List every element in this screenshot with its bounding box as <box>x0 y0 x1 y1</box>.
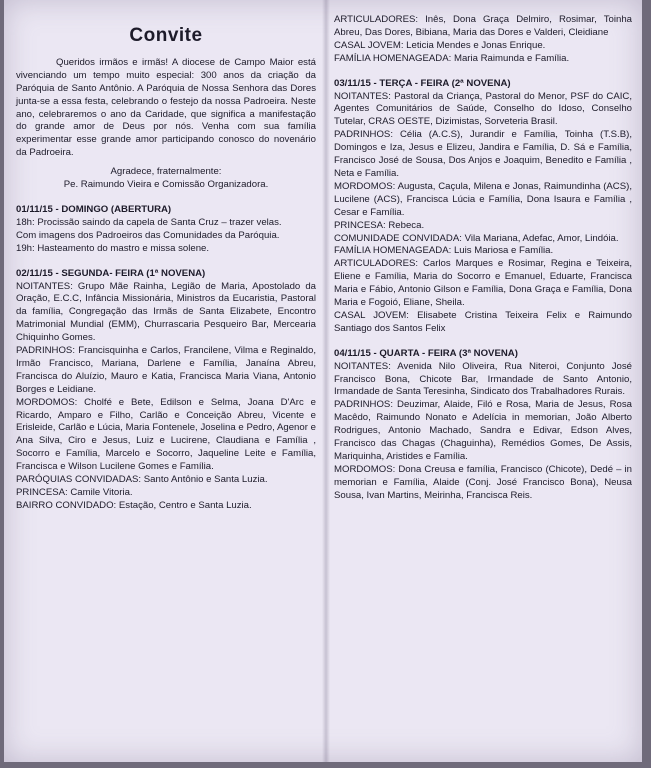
day4-padrinhos: PADRINHOS: Deuzimar, Alaide, Filó e Rosa, Maria de Jesus, Rosa Macêdo, Raimundo Nonato e Adelícia in memorian, João Alberto Rodrigues, Antonio Machado, Sandra e Edivar, Edson Alves, Francisco das Chagas (Chaguinha), Remédios Gomes, De Assis, Mariquinha, Aristides e Família. <box>334 399 632 462</box>
signature-line: Pe. Raimundo Vieira e Comissão Organizadora. <box>63 179 269 191</box>
left-column <box>16 0 316 513</box>
familia-homenageada-top: FAMÍLIA HOMENAGEADA: Maria Raimunda e Família. <box>334 52 570 64</box>
invitation-page <box>4 0 642 762</box>
day3-princesa: PRINCESA: Rebeca. <box>334 219 425 231</box>
day2-bairro: BAIRRO CONVIDADO: Estação, Centro e Santa Luzia. <box>16 499 252 511</box>
casal-jovem-top: CASAL JOVEM: Leticia Mendes e Jonas Enrique. <box>334 39 546 51</box>
day3-noitantes: NOITANTES: Pastoral da Criança, Pastoral do Menor, PSF do CAIC, Agentes Comunitários de Saúde, Conselho do Idoso, Conselho Tutelar, CRAS OESTE, Dizimistas, Sorveteria Brasil. <box>334 90 632 128</box>
day2-noitantes: NOITANTES: Grupo Mãe Rainha, Legião de Maria, Apostolado da Oração, E.C.C, Infância Missionária, Ministros da Eucaristia, Pastoral da família, Congregação das Irmãs de Santa Elizabete, Encontro Matrimonial Mundial (EMM), Churrascaria Pesqueiro Bar, Mercearia Chiquinho Gomes. <box>16 280 316 344</box>
day1-heading: 01/11/15 - DOMINGO (ABERTURA) <box>16 203 172 215</box>
day3-padrinhos: PADRINHOS: Célia (A.C.S), Jurandir e Família, Toinha (T.S.B), Domingos e Iza, Jesus e Elizeu, Jandira e Família, D. Sá e Família, Francisco José de Sousa, Dos Anjos e Joaquim, Benedito e Família , Neta e Família. <box>334 129 632 179</box>
day3-articuladores: ARTICULADORES: Carlos Marques e Rosimar, Regina e Teixeira, Eliene e Família, Maria do Socorro e Emanuel, Eduarte, Francisca Maria e Fábio, Antonio Gilson e Família, Dona Graça e Família, Dona Maria e Fogoió, Eliane, Sheila. <box>334 258 632 309</box>
day4-heading: 04/11/15 - QUARTA - FEIRA (3ª NOVENA) <box>334 347 518 359</box>
day1-line-1: 18h: Procissão saindo da capela de Santa Cruz – trazer velas. <box>16 216 282 228</box>
day3-heading: 03/11/15 - TERÇA - FEIRA (2ª NOVENA) <box>334 77 511 89</box>
day4-noitantes: NOITANTES: Avenida Nilo Oliveira, Rua Niteroi, Conjunto José Francisco Bona, Chicote Bar, Irmandade de Santo Antonio, Irmandade de Santa Teresinha, Sindicato dos Trabalhadores Rurais. <box>334 360 632 398</box>
day2-paroquias: PARÓQUIAS CONVIDADAS: Santo Antônio e Santa Luzia. <box>16 474 268 486</box>
day1-line-2: Com imagens dos Padroeiros das Comunidades da Paróquia. <box>16 229 280 241</box>
day3-comunidade: COMUNIDADE CONVIDADA: Vila Mariana, Adefac, Amor, Lindóia. <box>334 232 619 244</box>
day2-heading: 02/11/15 - SEGUNDA- FEIRA (1ª NOVENA) <box>16 267 206 279</box>
day2-mordomos: MORDOMOS: Cholfé e Bete, Edilson e Selma, Joana D'Arc e Ricardo, Amparo e Filho, Carlão e Conceição Abreu, Vicente e Erisleide, Carlão e Lúcia, Maria Fontenele, Joselina e Pedro, Agenor e Ana Silva, Ciro e Jesus, Luiz e Lucirene, Claudiana e Família , Socorro e Família, Marcelo e Socorro, Jaqueline Leite e Família, Francisca e Wilson Lucilene Gomes e Família. <box>16 396 316 473</box>
day2-princesa: PRINCESA: Camile Vitoria. <box>16 487 133 498</box>
right-column <box>334 0 632 503</box>
day3-casal-jovem: CASAL JOVEM: Elisabete Cristina Teixeira Felix e Raimundo Santiago dos Santos Felix <box>334 309 632 334</box>
page-title: Convite <box>129 25 203 46</box>
day2-padrinhos: PADRINHOS: Francisquinha e Carlos, Francilene, Vilma e Reginaldo, Irmão Francisco, Mariana, Darlene e Família, Janaína Abreu, Francisca do Aluízio, Mauro e Katia, Francisca Maria Viana, Antonio Borges e Leidiane. <box>16 345 316 395</box>
page-fold <box>322 0 330 762</box>
thanks-line: Agradece, fraternalmente: <box>110 166 222 178</box>
intro-paragraph: Queridos irmãos e irmãs! A diocese de Campo Maior está vivenciando um tempo muito especial: 300 anos da criação da Paróquia de Santo Antônio. A Paróquia de Nossa Senhora das Dores junta-se a essa festa, celebrando o festejo da nossa Padroeira. Neste ano, celebraremos o ano da Caridade, que significa a manifestação do grande amor de Deus por nós. Venha com sua família experimentar esse grande amor participando conosco do novenário da Padroeira. <box>16 56 316 159</box>
day4-mordomos: MORDOMOS: Dona Creusa e família, Francisco (Chicote), Dedé – in memorian e Família, Alaide (Conj. José Francisco Bona), Neusa Sousa, Ivan Martins, Meirinha, Francisca Reis. <box>334 463 632 501</box>
day3-mordomos: MORDOMOS: Augusta, Caçula, Milena e Jonas, Raimundinha (ACS), Lucilene (ACS), Francisca Lúcia e Família, Dona Isaura e Família , Cesar e Família. <box>334 180 632 218</box>
day1-line-3: 19h: Hasteamento do mastro e missa solene. <box>16 242 210 254</box>
articuladores-top: ARTICULADORES: Inês, Dona Graça Delmiro, Rosimar, Toinha Abreu, Das Dores, Bibiana, Maria das Dores e Valderi, Cleidiane <box>334 14 632 38</box>
day3-familia: FAMÍLIA HOMENAGEADA: Luis Mariosa e Família. <box>334 245 554 257</box>
